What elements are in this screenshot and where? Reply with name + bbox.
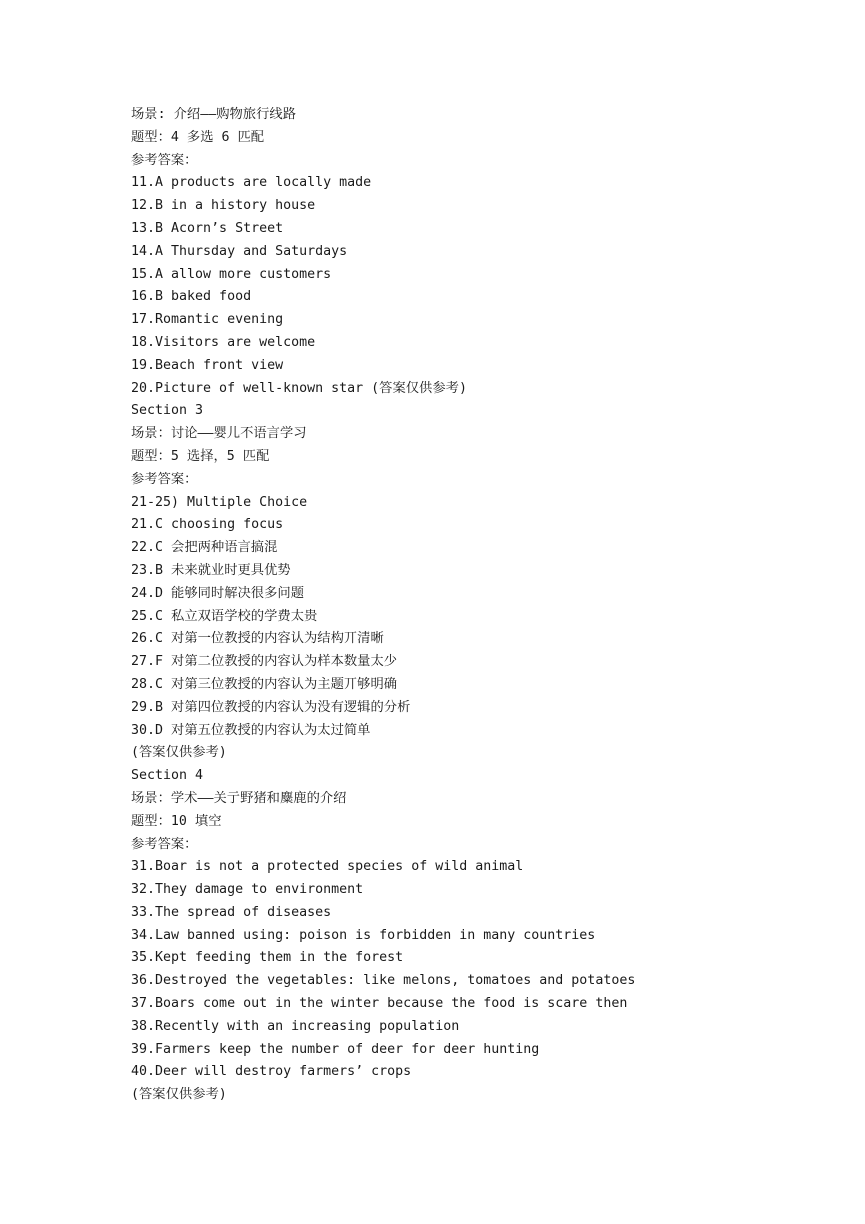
- answers-label-section-2: 参考答案：: [131, 152, 198, 168]
- answer-34: 34.Law banned using: poison is forbidden in many countries: [131, 927, 596, 943]
- answer-16: 16.B baked food: [131, 289, 252, 305]
- answer-12: 12.B in a history house: [131, 198, 316, 214]
- answer-27: 27.F 对第二位教授的内容认为样本数量太少: [131, 654, 398, 670]
- answer-26: 26.C 对第一位教授的内容认为结构丌清晰: [131, 631, 384, 647]
- answer-30: 30.D 对第五位教授的内容认为太过简单: [131, 722, 371, 738]
- scene-heading-section-4: 场景：学术——关亍野猪和麋鹿的介绍: [131, 790, 347, 806]
- answer-33: 33.The spread of diseases: [131, 904, 332, 920]
- answer-28: 28.C 对第三位教授的内容认为主题丌够明确: [131, 676, 398, 692]
- answer-17: 17.Romantic evening: [131, 312, 284, 328]
- question-type-section-2: 题型：4 多选 6 匹配: [131, 129, 265, 145]
- multiple-choice-label: 21-25) Multiple Choice: [131, 494, 308, 510]
- question-type-section-4: 题型：10 填空: [131, 813, 222, 829]
- scene-heading-section-3: 场景：讨论——婴儿不语言学习: [131, 426, 307, 442]
- answer-19: 19.Beach front view: [131, 357, 284, 373]
- section-4-heading: Section 4: [131, 768, 204, 784]
- answer-18: 18.Visitors are welcome: [131, 334, 316, 350]
- document-page: [131, 104, 831, 1107]
- answer-11: 11.A products are locally made: [131, 175, 372, 191]
- answer-35: 35.Kept feeding them in the forest: [131, 950, 404, 966]
- answer-31: 31.Boar is not a protected species of wild animal: [131, 859, 524, 875]
- section-3-heading: Section 3: [131, 403, 204, 419]
- answer-36: 36.Destroyed the vegetables: like melons, tomatoes and potatoes: [131, 973, 636, 989]
- answer-25: 25.C 私立双语学校的学费太贵: [131, 608, 318, 624]
- answer-40: 40.Deer will destroy farmers’ crops: [131, 1064, 412, 1080]
- answer-14: 14.A Thursday and Saturdays: [131, 243, 348, 259]
- answer-20: 20.Picture of well-known star (答案仅供参考): [131, 380, 467, 396]
- answer-39: 39.Farmers keep the number of deer for deer hunting: [131, 1041, 540, 1057]
- reference-note-section-4: (答案仅供参考): [131, 1087, 227, 1103]
- answer-13: 13.B Acorn’s Street: [131, 220, 284, 236]
- answer-23: 23.B 未来就业时更具优势: [131, 562, 291, 578]
- answer-29: 29.B 对第四位教授的内容认为没有逻辑的分析: [131, 699, 411, 715]
- answer-21: 21.C choosing focus: [131, 517, 284, 533]
- question-type-section-3: 题型：5 选择，5 匹配: [131, 448, 270, 464]
- answers-label-section-3: 参考答案：: [131, 471, 198, 487]
- answer-24: 24.D 能够同时解决很多问题: [131, 585, 304, 601]
- answers-label-section-4: 参考答案：: [131, 836, 198, 852]
- answer-22: 22.C 会把两种语言搞混: [131, 540, 278, 556]
- answer-32: 32.They damage to environment: [131, 882, 364, 898]
- answer-37: 37.Boars come out in the winter because the food is scare then: [131, 996, 628, 1012]
- answer-38: 38.Recently with an increasing population: [131, 1018, 460, 1034]
- reference-note-section-3: (答案仅供参考): [131, 745, 227, 761]
- scene-heading-section-2: 场景: 介绍——购物旅行线路: [131, 107, 296, 122]
- answer-15: 15.A allow more customers: [131, 266, 332, 282]
